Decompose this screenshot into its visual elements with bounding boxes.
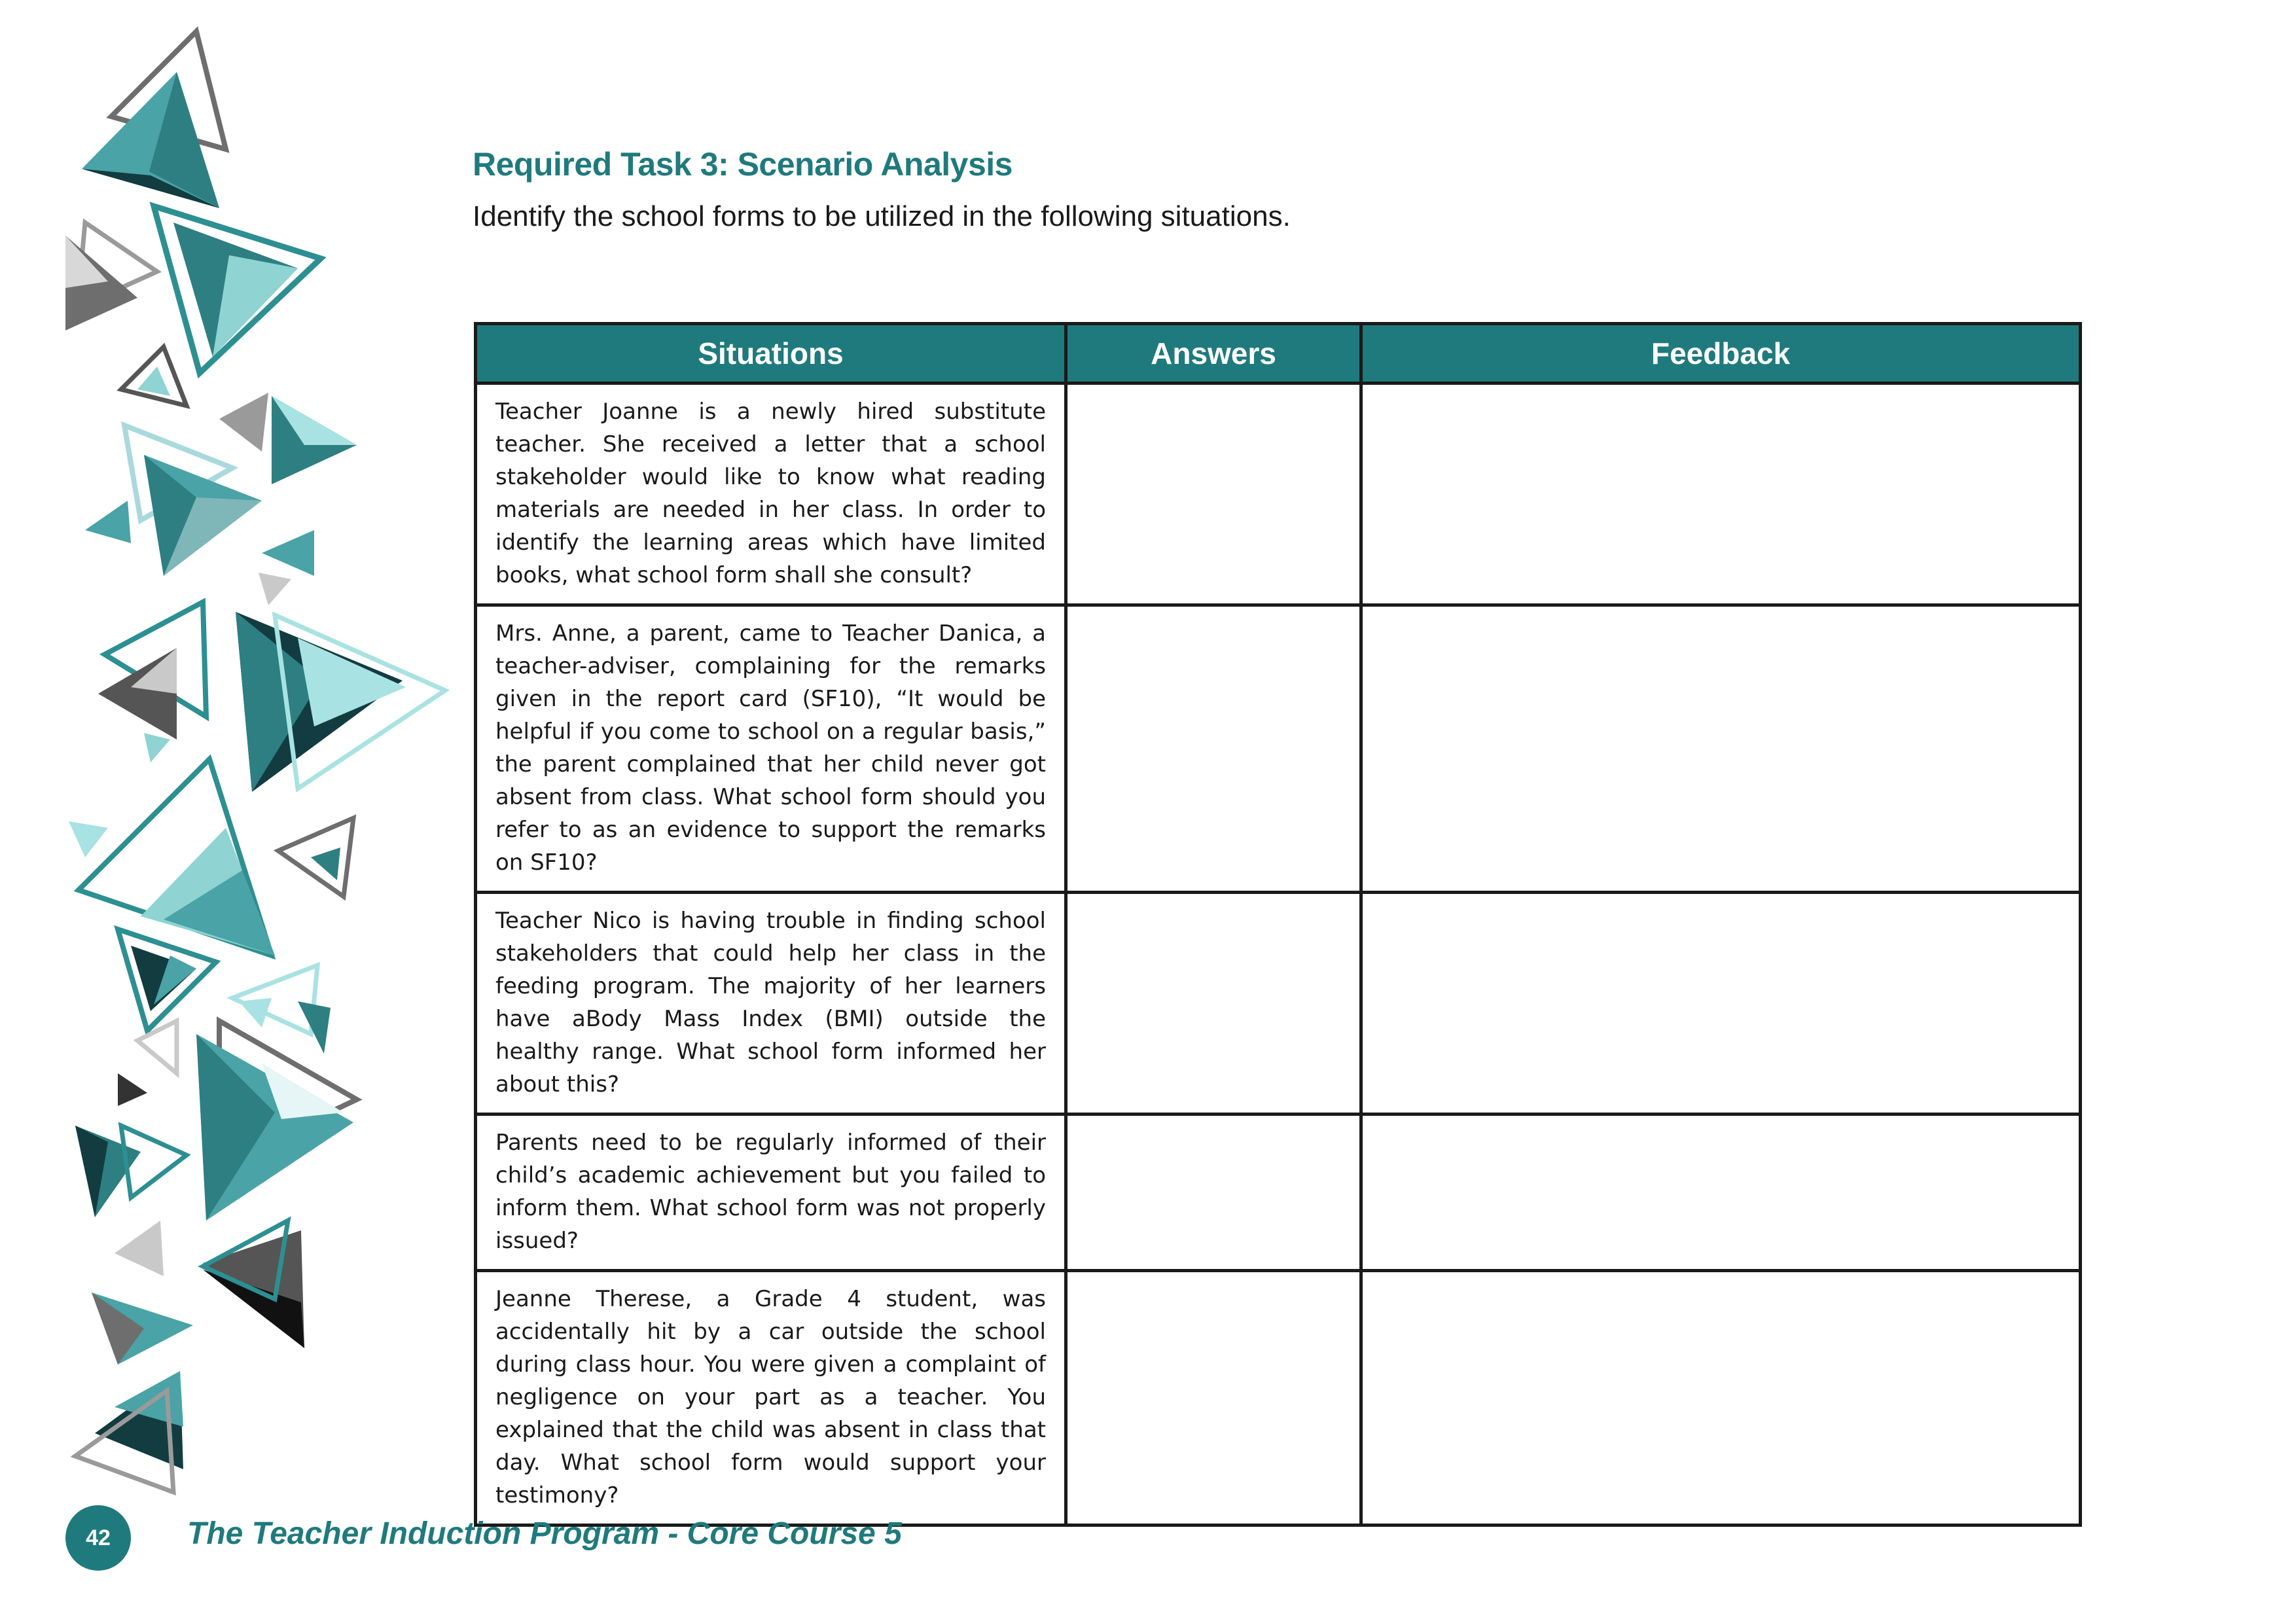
header-feedback: Feedback [1361,324,2081,383]
table-row [476,1271,2081,1525]
task-instruction: Identify the school forms to be utilized in the following situations. [473,200,1291,232]
situation-cell [476,1271,1066,1525]
feedback-cell[interactable] [1361,383,2081,605]
page-number-badge [65,1505,131,1571]
feedback-cell[interactable] [1361,1115,2081,1271]
task-title: Required Task 3: Scenario Analysis [473,146,1013,183]
scenario-table [474,322,2082,1527]
situation-text: Teacher Joanne is a newly hired substitute teacher. She received a letter that a school stakeholder would like to know what reading materials are needed in her class. In order to identify the learning areas which have limited books, what school form shall she consult? [495,399,1046,588]
situation-cell [476,1115,1066,1271]
answer-cell[interactable] [1066,1271,1361,1525]
situation-text: Teacher Nico is having trouble in finding school stakeholders that could help her class in the feeding program. The majority of her learners have aBody Mass Index (BMI) outside the healthy range. What school form informed her about this? [495,908,1046,1097]
table-row [476,383,2081,605]
situation-cell [476,893,1066,1115]
footer-title: The Teacher Induction Program - Core Course 5 [187,1516,902,1551]
situation-text: Mrs. Anne, a parent, came to Teacher Danica, a teacher-adviser, complaining for the remarks given in the report card (SF10), “It would be helpful if you come to school on a regular basis,” the parent complained that her child never got absent from class. What school form should you refer to as an evidence to support the remarks on SF10? [495,620,1046,876]
answer-cell[interactable] [1066,605,1361,893]
table-row [476,1115,2081,1271]
feedback-cell[interactable] [1361,893,2081,1115]
situation-text: Jeanne Therese, a Grade 4 student, was accidentally hit by a car outside the school during class hour. You were given a complaint of negligence on your part as a teacher. You explained that the child was absent in class that day. What school form would support your testimony? [495,1286,1046,1508]
answer-cell[interactable] [1066,1115,1361,1271]
answer-cell[interactable] [1066,893,1361,1115]
feedback-cell[interactable] [1361,1271,2081,1525]
situation-cell [476,383,1066,605]
table-header-row [476,324,2081,383]
header-answers: Answers [1066,324,1361,383]
feedback-cell[interactable] [1361,605,2081,893]
page-number: 42 [86,1525,111,1550]
table-row [476,605,2081,893]
header-situations: Situations [476,324,1066,383]
situation-cell [476,605,1066,893]
answer-cell[interactable] [1066,383,1361,605]
decorative-triangles [0,0,458,1505]
table-row [476,893,2081,1115]
situation-text: Parents need to be regularly informed of their child’s academic achievement but you failed to inform them. What school form was not properly issued? [495,1130,1046,1254]
